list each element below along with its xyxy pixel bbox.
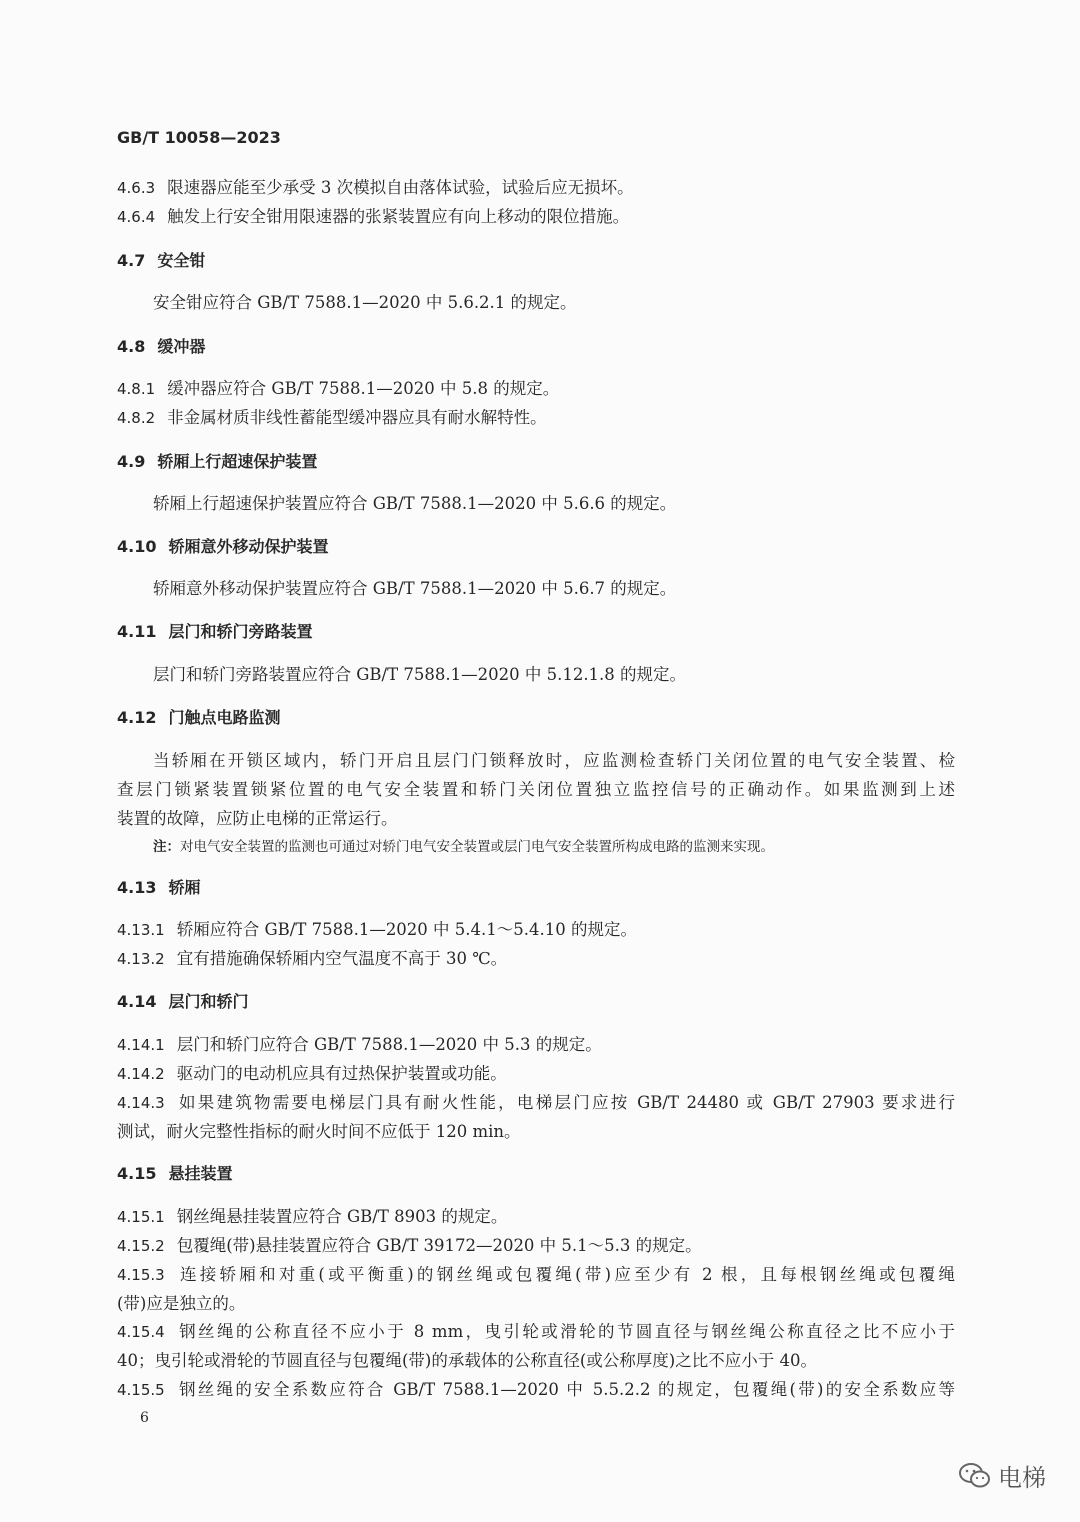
section-heading [117,1163,955,1185]
clause-text: 包覆绳(带)悬挂装置应符合 GB/T 39172—2020 中 5.1～5.3 的规定。 [176,1236,702,1255]
section-title: 轿厢上行超速保护装置 [157,452,318,471]
clause [117,1321,955,1343]
clause-number: 4.14.2 [117,1065,165,1083]
paragraph-line: 装置的故障，应防止电梯的正常运行。 [117,809,398,828]
clause-text: 如果建筑物需要电梯层门具有耐火性能，电梯层门应按 GB/T 24480 或 GB/T 27903 要求进行 [176,1093,955,1112]
clause [117,177,955,199]
section-title: 缓冲器 [157,337,206,356]
clause-text: 触发上行安全钳用限速器的张紧装置应有向上移动的限位措施。 [167,207,630,226]
clause [117,1235,955,1257]
clause [117,206,955,228]
section-title: 轿厢意外移动保护装置 [168,537,329,556]
clause [117,1264,955,1286]
note [153,836,991,858]
paragraph-line: 层门和轿门旁路装置应符合 GB/T 7588.1—2020 中 5.12.1.8 的规定。 [153,665,687,684]
section-title: 悬挂装置 [168,1164,233,1183]
section-number: 4.12 [117,708,157,727]
clause-number: 4.6.3 [117,179,156,197]
paragraph-line: 当轿厢在开锁区域内，轿门开启且层门门锁释放时，应监测检查轿门关闭位置的电气安全装置、检 [153,751,955,770]
clause [117,1206,955,1228]
section-number: 4.11 [117,622,157,641]
clause-number: 4.8.1 [117,380,156,398]
clause [117,1092,955,1114]
section-number: 4.8 [117,337,146,356]
section-number: 4.7 [117,251,146,270]
paragraph-line: 40；曳引轮或滑轮的节圆直径与包覆绳(带)的承载体的公称直径(或公称厚度)之比不应小于 40。 [117,1351,817,1370]
clause-number: 4.13.1 [117,921,165,939]
watermark [958,1458,1046,1493]
clause [117,1063,955,1085]
clause-text: 限速器应能至少承受 3 次模拟自由落体试验，试验后应无损坏。 [167,178,634,197]
section-number: 4.15 [117,1164,157,1183]
section-number: 4.10 [117,537,157,556]
section-title: 轿厢 [168,878,201,897]
note-label: 注： [153,839,180,855]
document-header: GB/T 10058—2023 [117,128,281,147]
clause-number: 4.15.4 [117,1323,165,1341]
clause-number: 4.15.3 [117,1266,165,1284]
section-heading [117,336,955,358]
clause [117,407,955,429]
paragraph-line: 测试，耐火完整性指标的耐火时间不应低于 120 min。 [117,1122,521,1141]
clause-number: 4.13.2 [117,950,165,968]
paragraph-line: 轿厢意外移动保护装置应符合 GB/T 7588.1—2020 中 5.6.7 的规定。 [153,579,677,598]
section-title: 层门和轿门旁路装置 [168,622,313,641]
clause-number: 4.15.2 [117,1237,165,1255]
page-number: 6 [140,1410,149,1426]
clause-text: 缓冲器应符合 GB/T 7588.1—2020 中 5.8 的规定。 [167,379,560,398]
section-title: 安全钳 [157,251,206,270]
section-heading [117,707,955,729]
clause-number: 4.15.5 [117,1381,165,1399]
paragraph-line: 查层门锁紧装置锁紧位置的电气安全装置和轿门关闭位置独立监控信号的正确动作。如果监测到上述 [117,780,955,799]
paragraph-line: 轿厢上行超速保护装置应符合 GB/T 7588.1—2020 中 5.6.6 的规定。 [153,494,677,513]
wechat-icon [958,1461,992,1491]
clause-number: 4.8.2 [117,409,156,427]
clause-number: 4.14.3 [117,1094,165,1112]
clause-number: 4.14.1 [117,1036,165,1054]
clause [117,948,955,970]
paragraph-line: (带)应是独立的。 [117,1294,246,1313]
section-number: 4.9 [117,452,146,471]
clause-text: 层门和轿门应符合 GB/T 7588.1—2020 中 5.3 的规定。 [176,1035,602,1054]
clause-text: 驱动门的电动机应具有过热保护装置或功能。 [176,1064,507,1083]
clause-text: 宜有措施确保轿厢内空气温度不高于 30 ℃。 [176,949,508,968]
clause-text: 钢丝绳的公称直径不应小于 8 mm，曳引轮或滑轮的节圆直径与钢丝绳公称直径之比不应小于 [176,1322,955,1341]
clause-text: 非金属材质非线性蓄能型缓冲器应具有耐水解特性。 [167,408,547,427]
section-heading [117,451,955,473]
section-heading [117,536,955,558]
clause-text: 钢丝绳的安全系数应符合 GB/T 7588.1—2020 中 5.5.2.2 的规定，包覆绳(带)的安全系数应等 [176,1380,955,1399]
clause [117,919,955,941]
clause-text: 轿厢应符合 GB/T 7588.1—2020 中 5.4.1～5.4.10 的规定。 [176,920,638,939]
section-heading [117,621,955,643]
clause [117,1379,955,1401]
section-title: 门触点电路监测 [168,708,281,727]
watermark-text: 电梯 [998,1464,1046,1492]
clause-number: 4.6.4 [117,208,156,226]
clause-number: 4.15.1 [117,1208,165,1226]
section-number: 4.13 [117,878,157,897]
paragraph-line: 安全钳应符合 GB/T 7588.1—2020 中 5.6.2.1 的规定。 [153,293,577,312]
clause [117,378,955,400]
section-title: 层门和轿门 [168,992,249,1011]
section-number: 4.14 [117,992,157,1011]
clause-text: 钢丝绳悬挂装置应符合 GB/T 8903 的规定。 [176,1207,508,1226]
section-heading [117,877,955,899]
section-heading [117,250,955,272]
note-text: 对电气安全装置的监测也可通过对轿门电气安全装置或层门电气安全装置所构成电路的监测来实现。 [180,839,774,855]
clause-text: 连接轿厢和对重(或平衡重)的钢丝绳或包覆绳(带)应至少有 2 根，且每根钢丝绳或包覆绳 [176,1265,955,1284]
clause [117,1034,955,1056]
section-heading [117,991,955,1013]
